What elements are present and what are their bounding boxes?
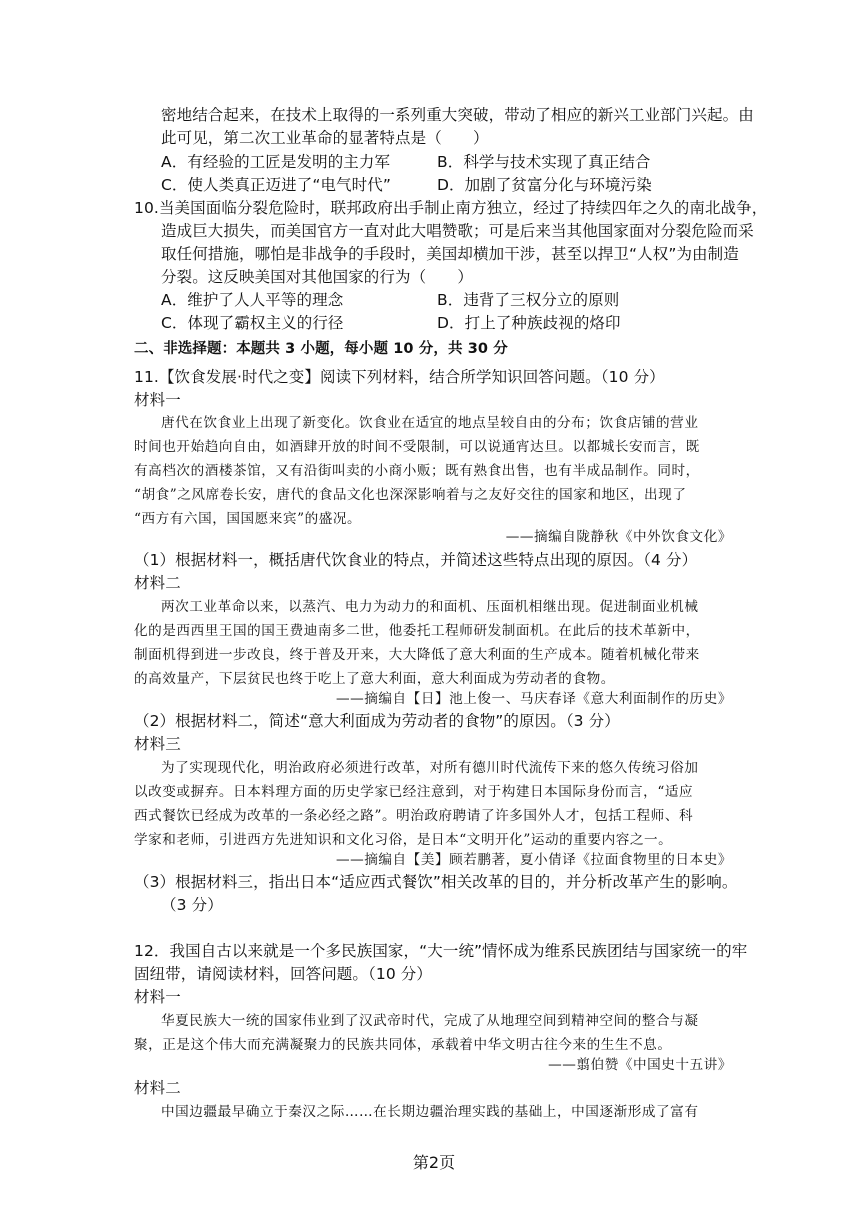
q10-stem-line1: 10.当美国面临分裂危险时，联邦政府出手制止南方独立，经过了持续四年之久的南北战争， [134,199,768,217]
q9-option-a: A．有经验的工匠是发明的主力军 [161,153,391,171]
q11-material3-label: 材料三 [134,735,181,753]
q12-material1-line1: 华夏民族大一统的国家伟业到了汉武帝时代，完成了从地理空间到精神空间的整合与凝 [161,1013,699,1029]
q12-title-line1: 12．我国自古以来就是一个多民族国家，“大一统”情怀成为维系民族团结与国家统一的牢 [134,942,748,960]
q11-material1-line3: 有高档次的酒楼茶馆，又有沿街叫卖的小商小贩；既有熟食出售，也有半成品制作。同时， [134,463,700,479]
q11-material2-line4: 的高效量产，下层贫民也终于吃上了意大利面，意大利面成为劳动者的食物。 [134,671,615,687]
q9-stem-line1: 密地结合起来，在技术上取得的一系列重大突破，带动了相应的新兴工业部门兴起。由 [161,106,754,124]
q11-subquestion3-line2: （3 分） [161,896,223,914]
q12-material1-label: 材料一 [134,988,181,1006]
section-heading: 二、非选择题：本题共 3 小题，每小题 10 分，共 30 分 [134,341,508,357]
q11-material1-line5: “西方有六国，国国愿来宾”的盛况。 [134,511,362,527]
q11-material2-line2: 化的是西西里王国的国王费迪南多二世，他委托工程师研发制面机。在此后的技术革新中， [134,623,700,639]
q11-material1-line1: 唐代在饮食业上出现了新变化。饮食业在适宜的地点呈较自由的分布；饮食店铺的营业 [161,415,699,431]
q11-material2-line1: 两次工业革命以来，以蒸汽、电力为动力的和面机、压面机相继出现。促进制面业机械 [161,599,699,615]
q11-title: 11.【饮食发展·时代之变】阅读下列材料，结合所学知识回答问题。（10 分） [134,368,665,386]
q11-material2-source: ——摘编自【日】池上俊一、马庆春译《意大利面制作的历史》 [335,691,732,707]
q9-stem-line2: 此可见，第二次工业革命的显著特点是（ ） [161,129,489,147]
q12-material1-source: ——翦伯赞《中国史十五讲》 [548,1057,732,1073]
q12-material2-line1: 中国边疆最早确立于秦汉之际……在长期边疆治理实践的基础上，中国逐渐形成了富有 [161,1104,699,1120]
q10-option-c: C．体现了霸权主义的行径 [161,314,344,332]
q11-material2-line3: 制面机得到进一步改良，终于普及开来，大大降低了意大利面的生产成本。随着机械化带来 [134,647,700,663]
q11-material1-line4: “胡食”之风席卷长安，唐代的食品文化也深深影响着与之友好交往的国家和地区，出现了 [134,487,687,503]
q12-material1-line2: 聚，正是这个伟大而充满凝聚力的民族共同体，承载着中华文明古往今来的生生不息。 [134,1037,672,1053]
q11-material2-label: 材料二 [134,574,181,592]
q10-stem-line2: 造成巨大损失，而美国官方一直对此大唱赞歌；可是后来当其他国家面对分裂危险而采 [161,222,754,240]
q11-material3-source: ——摘编自【美】顾若鹏著，夏小倩译《拉面食物里的日本史》 [335,852,732,868]
q11-material1-source: ——摘编自陇静秋《中外饮食文化》 [505,529,732,545]
q11-material3-line3: 西式餐饮已经成为改革的一条必经之路”。明治政府聘请了许多国外人才，包括工程师、科 [134,808,694,824]
q9-option-b: B．科学与技术实现了真正结合 [437,153,651,171]
q10-option-a: A．维护了人人平等的理念 [161,291,344,309]
q11-material3-line2: 以改变或摒弃。日本料理方面的历史学家已经注意到，对于构建日本国际身份而言，“适应 [134,784,694,800]
q10-stem-line4: 分裂。这反映美国对其他国家的行为（ ） [161,268,474,286]
q11-subquestion1: （1）根据材料一，概括唐代饮食业的特点，并简述这些特点出现的原因。（4 分） [134,551,698,569]
page-number: 第2页 [412,1153,456,1172]
q10-option-b: B．违背了三权分立的原则 [437,291,620,309]
q11-material3-line4: 学家和老师，引进西方先进知识和文化习俗，是日本“文明开化”运动的重要内容之一。 [134,832,673,848]
q11-material1-line2: 时间也开始趋向自由，如酒肆开放的时间不受限制，可以说通宵达旦。以都城长安而言，既 [134,439,700,455]
q9-option-c: C．使人类真正迈进了“电气时代” [161,176,391,194]
q12-material2-label: 材料二 [134,1079,181,1097]
q12-title-line2: 固纽带，请阅读材料，回答问题。（10 分） [134,965,433,983]
q11-subquestion2: （2）根据材料二，简述“意大利面成为劳动者的食物”的原因。（3 分） [134,712,620,730]
q10-stem-line3: 取任何措施，哪怕是非战争的手段时，美国却横加干涉，甚至以捍卫“人权”为由制造 [161,245,739,263]
q11-material3-line1: 为了实现现代化，明治政府必须进行改革，对所有德川时代流传下来的悠久传统习俗加 [161,760,699,776]
q11-subquestion3-line1: （3）根据材料三，指出日本“适应西式餐饮”相关改革的目的，并分析改革产生的影响。 [134,873,738,891]
q9-option-d: D．加剧了贫富分化与环境污染 [437,176,652,194]
q11-material1-label: 材料一 [134,391,181,409]
q10-option-d: D．打上了种族歧视的烙印 [437,314,621,332]
